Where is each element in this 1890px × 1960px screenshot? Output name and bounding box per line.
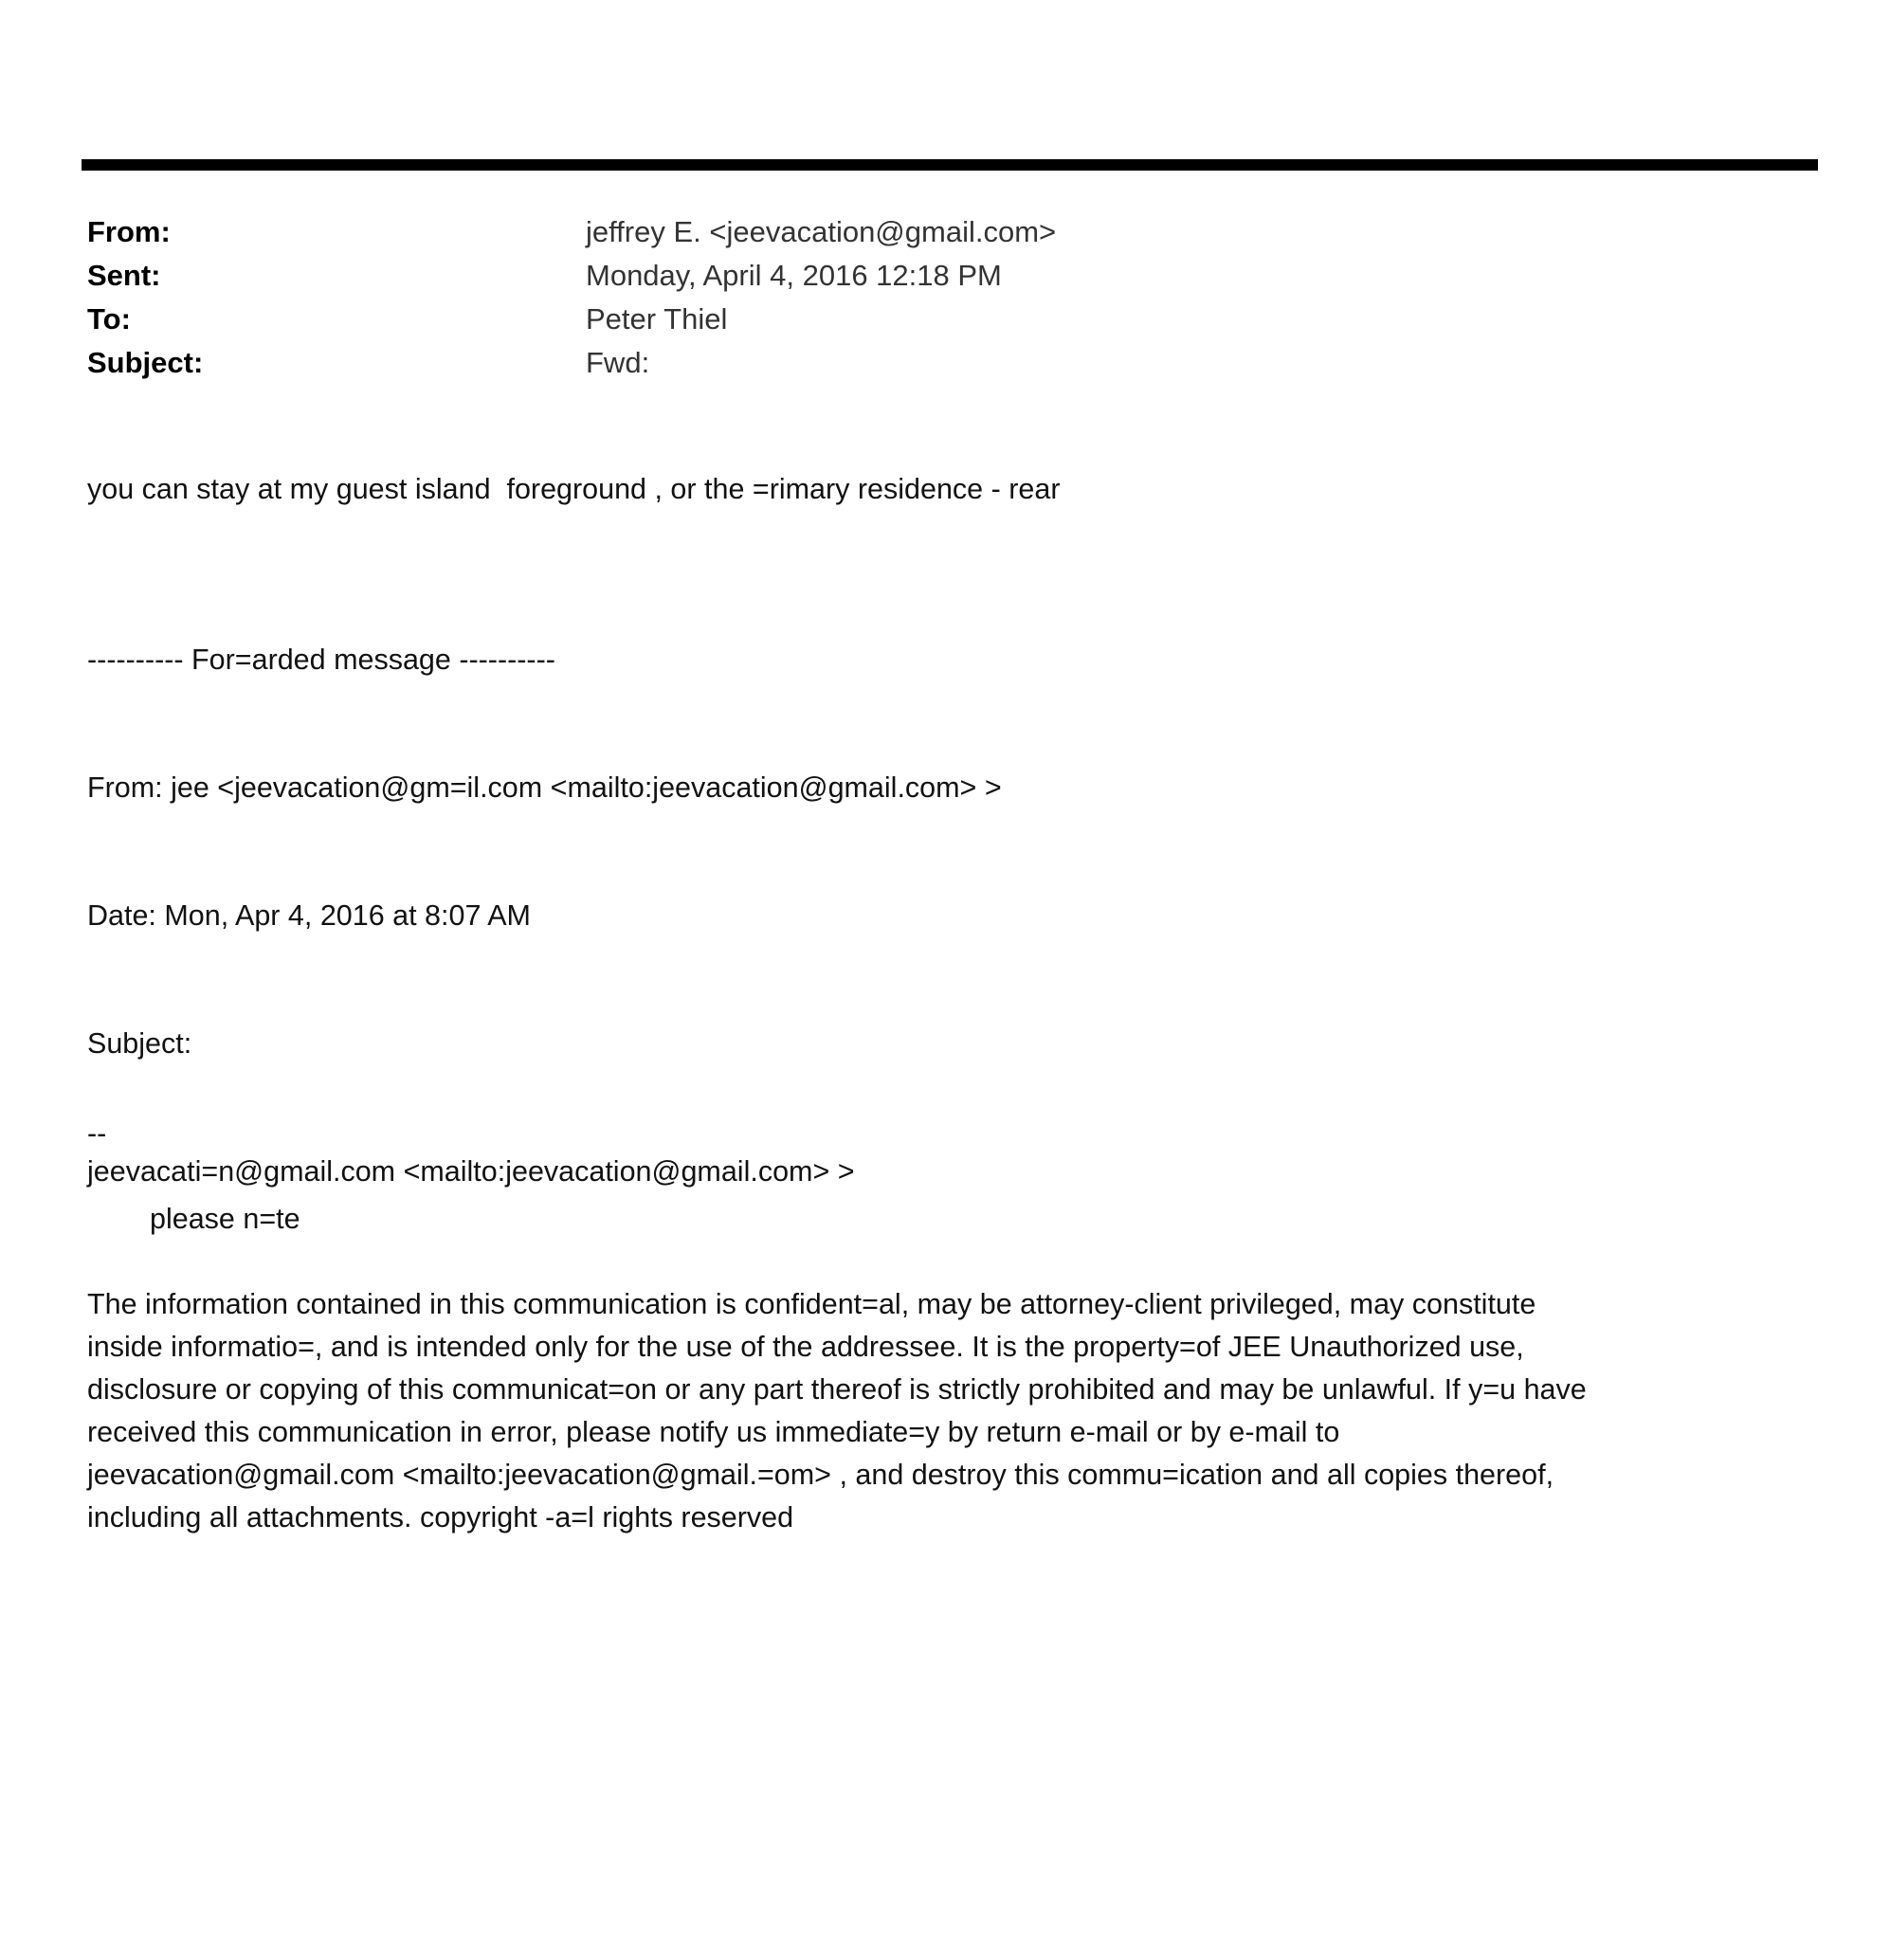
from-value: jeffrey E. <jeevacation@gmail.com> [586, 215, 1057, 248]
subject-row [87, 341, 1793, 385]
forwarded-from: From: jee <jeevacation@gm=il.com <mailto:jeevacation@gmail.com> > [87, 771, 1002, 804]
forwarded-date: Date: Mon, Apr 4, 2016 at 8:07 AM [87, 899, 531, 932]
disclaimer-line: including all attachments. copyright -a=l rights reserved [87, 1501, 794, 1534]
header-rule [82, 159, 1818, 171]
sent-label: Sent: [87, 259, 161, 292]
to-value: Peter Thiel [586, 302, 728, 336]
sent-row [87, 254, 1793, 298]
disclaimer-line: received this communication in error, please notify us immediate=y by return e-mail or by e-mail to [87, 1416, 1340, 1448]
forwarded-address: jeevacati=n@gmail.com <mailto:jeevacation@gmail.com> > [87, 1155, 855, 1188]
to-row [87, 298, 1793, 341]
disclaimer-line: The information contained in this communication is confident=al, may be attorney-client privileged, may constitute [87, 1288, 1536, 1320]
forwarded-message [87, 554, 1793, 1279]
subject-label: Subject: [87, 346, 204, 379]
forwarded-separator: ---------- For=arded message ---------- [87, 644, 555, 676]
signature-separator: -- [87, 1117, 107, 1150]
intro-text: you can stay at my guest island foreground , or the =rimary residence - rear [87, 473, 1061, 505]
forwarded-subject: Subject: [87, 1027, 192, 1060]
email-header [87, 210, 1793, 385]
disclaimer-line: inside informatio=, and is intended only for the use of the addressee. It is the property=of JEE Unauthorized use, [87, 1331, 1524, 1363]
disclaimer [87, 1283, 1793, 1539]
subject-value: Fwd: [586, 346, 650, 379]
from-row [87, 210, 1793, 254]
note-text: please n=te [150, 1203, 300, 1235]
sent-value: Monday, April 4, 2016 12:18 PM [586, 259, 1002, 292]
from-label: From: [87, 215, 171, 248]
disclaimer-line: disclosure or copying of this communicat=on or any part thereof is strictly prohibited and may be unlawful. If y=u have [87, 1373, 1587, 1406]
disclaimer-line: jeevacation@gmail.com <mailto:jeevacation@gmail.=om> , and destroy this commu=ication and all copies thereof, [87, 1459, 1554, 1491]
to-label: To: [87, 302, 131, 336]
